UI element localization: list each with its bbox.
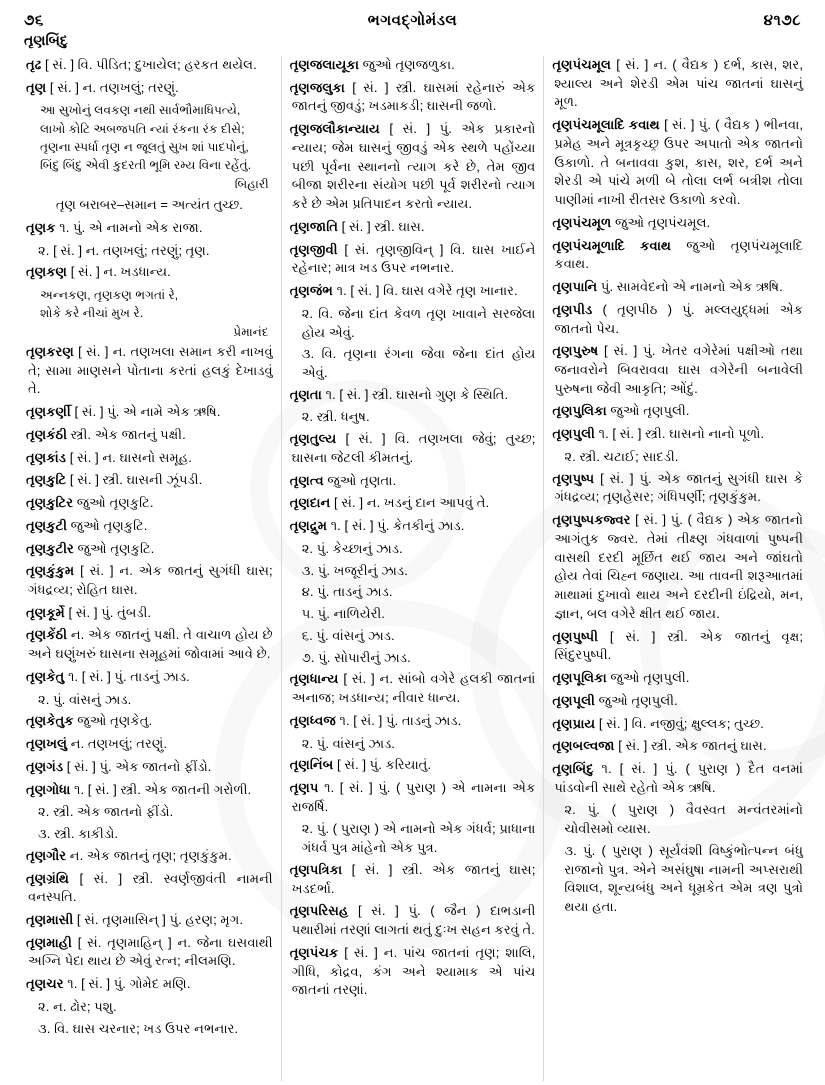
dictionary-columns: [0, 56, 825, 1081]
entry-definition: [ સં. તૃણમાસિન્ ] પું. હરણ; મૃગ.: [73, 911, 244, 927]
dictionary-entry: [552, 425, 803, 444]
entry-idiom: તૃણ બરાબર–સમાન = અત્યંત તુચ્છ.: [55, 196, 243, 212]
entry-sense: ૨. પું. ( પુરાણ ) એ નામનો એક ગંધર્વ; પ્રાધાના ગંધર્વ પુત્ર માંહેનો એક પુત્ર.: [301, 821, 536, 856]
entry-sense: ૨. સ્ત્રી. ચટાઈ; સાદડી.: [564, 448, 679, 464]
dictionary-entry: [290, 386, 536, 405]
dictionary-entry: [26, 403, 273, 422]
entry-headword: તૃણપુરુષ: [552, 343, 599, 359]
entry-headword: તૃણકુંકુમ: [26, 563, 75, 579]
entry-definition: [ સં. ] ન. સાંબો વગેરે હલકી જાતનાં અનાજ; ખડધાન્ય; નીવાર ધાન્ય.: [291, 671, 536, 706]
dictionary-entry: [290, 670, 536, 707]
entry-headword: તૃણપંચક: [289, 944, 339, 960]
entry-definition: ૧. [ સં. ] સ્ત્રી. એક જાતની ગરોળી.: [70, 781, 252, 797]
entry-headword: તૃણપંચમૂલ: [552, 57, 612, 72]
entry-definition: ન. તણખલું; તરણું.: [67, 736, 167, 752]
entry-headword: તૃણપુષ્પી: [552, 628, 599, 644]
dictionary-entry: [290, 861, 536, 898]
entry-headword: તૃણગોધા: [26, 781, 71, 797]
entry-definition: [ સં. ] ન. પાંચ જાતનાં તૃણ; શાલિ, ગીધિ, કોદ્રવ, કંગ અને શ્યામાક એ પાંચ જાતનાં તરણાં.: [291, 944, 536, 998]
left-page-number: ૭૬: [24, 12, 44, 29]
entry-headword: તૃણજીવી: [289, 241, 338, 257]
entry-headword: તૃણપૂલિકા: [552, 670, 607, 686]
entry-headword: તૃણપ્રાય: [552, 715, 596, 731]
dictionary-entry: [26, 343, 273, 399]
dictionary-entry: [290, 472, 536, 491]
entry-definition: ( તૃણપીઠ ) પું. મલ્લયુદ્ધમાં એક જાતનો પેચ.: [554, 301, 803, 336]
entry-sense: ૭. પું. સોપારીનું ઝાડ.: [301, 649, 411, 665]
dictionary-entry: [290, 779, 536, 816]
dictionary-entry: [26, 263, 273, 282]
dictionary-entry: [26, 668, 273, 687]
dictionary-entry: [26, 517, 273, 536]
entry-definition: સ્ત્રી. એક જાતનું પક્ષી.: [67, 426, 186, 442]
entry-headword: તૃણપુષ્પકજ્વર: [552, 512, 631, 528]
dictionary-entry: [26, 626, 273, 663]
entry-definition: [ સં. ] પું. ( વૈદ્યક ) એક જાતનો આગંતુક જ્વર. તેમાં તીક્ષ્ણ ગંધવાળાં પુષ્પની વાસથી દરદી મૂર્છિત થઈ જાય અને જાંઘતો હોય તેવાં ચિહ્ન જણાય. આ તાવની શરૂઆતમાં માથામાં દુખાવો થાય અને દરદીની ઇંદ્રિયો, મન, જ્ઞાન, બલ વગેરે ક્ષીત થઈ જાય.: [554, 512, 803, 621]
entry-definition: [ સં. ] સ્ત્રી. ઘાસમાં રહેનારું એક જાતનું જીવડું; ખડમાકડી; ઘાસની જળો.: [291, 79, 536, 114]
dictionary-entry: [26, 56, 273, 75]
entry-definition: જુઓ તૃણપંચમૂલ.: [611, 214, 711, 230]
dictionary-entry: [290, 430, 536, 467]
entry-headword: તૃણગૌર: [26, 847, 67, 863]
entry-definition: [ સં. ] ન. ખડનું દાન આપવું તે.: [330, 495, 490, 511]
dictionary-entry: [552, 278, 803, 297]
right-page-number: ૪૧૭૮: [763, 12, 801, 29]
entry-headword: તૃણપુષ્પ: [552, 470, 595, 486]
page-header: [0, 0, 825, 34]
entry-definition: જુઓ તૃણકુટિ.: [73, 540, 155, 556]
dictionary-entry: [552, 56, 803, 112]
entry-headword: તૃણજલાયૂકા: [289, 57, 359, 72]
entry-definition: [ સં. ] પું. એક જાતનું સુગંધી ઘાસ કે ગંધદ્રવ્ય; તૃણહેસર; ગંધિપર્ણી; તૃણકુંકુમ.: [554, 470, 803, 505]
entry-headword: તૃણકુટી: [26, 517, 67, 533]
verse-line: અન્નકણ, તૃણકણ ભગતાં રે,: [40, 288, 179, 302]
dictionary-entry: [290, 756, 536, 775]
dictionary-entry: [290, 712, 536, 731]
entry-headword: તૃણકેતુ: [26, 668, 65, 684]
dictionary-entry: [26, 870, 273, 907]
dictionary-entry: [552, 237, 803, 274]
dictionary-entry: [290, 56, 536, 75]
entry-definition: [ સં. ] સ્ત્રી. ઘાસની ઝૂંપડી.: [66, 472, 203, 488]
entry-definition: જુઓ તૃણકુટિ.: [67, 517, 148, 533]
dictionary-entry: [26, 562, 273, 599]
entry-definition: [ સં. ] ન. તણખલું; તરણું.: [46, 79, 179, 95]
entry-definition: ૧. [ સં. ] પું. તાડનું ઝાડ.: [335, 712, 462, 728]
dictionary-entry: [552, 692, 803, 711]
entry-headword: તૃઢ: [26, 57, 42, 72]
entry-definition: [ સં. ] સ્ત્રી. સ્વર્ણજીવંતી નામની વનસ્પતિ.: [28, 870, 273, 905]
entry-definition: જુઓ તૃણપુલી.: [606, 403, 690, 419]
entry-definition: [ સં. ] સ્ત્રી. એક જાતનું ઘાસ; ખડદર્ભા.: [291, 861, 536, 896]
entry-definition: [ સં. ] સ્ત્રી. એક જાતનું વૃક્ષ; સિંદુરપુષ્પી.: [554, 628, 803, 663]
dictionary-entry: [26, 975, 273, 994]
entry-headword: તૃણકાંડ: [26, 449, 67, 465]
entry-headword: તૃણકેંઠી: [26, 627, 67, 643]
entry-headword: તૃણગંડ: [26, 758, 64, 774]
entry-sense: ૩. વિ. ઘાસ ચરનાર; ખડ ઉપર નભનાર.: [38, 1020, 239, 1036]
entry-headword: તૃણદ્રુમ: [289, 518, 328, 534]
entry-definition: [ સં. ] ન. ખડધાન્ય.: [67, 264, 171, 280]
dictionary-entry: [26, 934, 273, 971]
verse-line: લાખો કોટિ અબજપતિ ન્યાં રંકના રંક દીસે;: [40, 121, 245, 136]
entry-headword: તૃણખલું: [26, 736, 68, 752]
entry-definition: ૧. પું. એ નામનો એક રાજા.: [55, 219, 203, 235]
entry-sense: ૫. પું. નાળિયેરી.: [301, 606, 385, 622]
entry-sense: ૩. પું. ( પુરાણ ) સૂર્યવંશી વિષ્કુંભોત્પન્ન બંધુ રાજાનો પુત્ર. એને અસંઘુષા નામની અપ્સરાથી વિશાલ, શૂન્યબંધુ અને ધૂમ્રકેત એમ ત્રણ પુત્રો થયા હતા.: [564, 842, 803, 915]
entry-definition: [ સં. ] પું. તુંબડી.: [64, 604, 152, 620]
dictionary-entry: [26, 735, 273, 754]
entry-headword: તૃણપાનિ: [552, 279, 598, 295]
verse-quotation: [26, 286, 273, 341]
entry-headword: તૃણપંચમૂળ: [552, 214, 612, 230]
entry-headword: તૃણબલ્વજા: [552, 738, 615, 754]
entry-headword: તૃણપુલિકા: [552, 403, 607, 419]
entry-sense: ૨. [ સં. ] ન. તણખલું; તરણું; તૃણ.: [38, 242, 210, 258]
entry-headword: તૃણતા: [289, 386, 322, 402]
verse-attribution: બિહારી: [234, 176, 269, 191]
verse-line: બિંદુ બિંદુ એવી કુદરતી ભૂમિ રમ્ય વિના રહેંતું.: [40, 158, 252, 173]
entry-definition: જુઓ તૃણકેતુ.: [73, 713, 153, 729]
entry-headword: તૃણત્વ: [289, 472, 324, 488]
dictionary-entry: [552, 214, 803, 233]
entry-sense: ૨. ન. ઢોર; પશુ.: [38, 998, 117, 1014]
entry-definition: ૧. [ સં. ] સ્ત્રી. ઘાસનો ગુણ કે સ્થિતિ.: [321, 386, 509, 402]
entry-sense: ૨. સ્ત્રી. ધનુષ.: [301, 409, 370, 425]
entry-headword: તૃણતુલ્ય: [289, 431, 337, 447]
dictionary-entry: [290, 282, 536, 301]
entry-headword: તૃણકુટિ: [26, 472, 67, 488]
entry-definition: જુઓ તૃણપુલી.: [606, 670, 690, 686]
entry-definition: જુઓ તૃણજળુકા.: [358, 57, 455, 72]
entry-definition: ૧. [ સં. ] પું. ( પુરાણ ) દૈત વનમાં પાંડવોની સાથે રહેતો એક ઋષિ.: [554, 760, 803, 795]
verse-line: શોકે કરે નીચાં મુખ રે.: [40, 306, 144, 321]
entry-definition: [ સં. ] પું. એક પ્રકારનો ન્યાય; જેમ ઘાસનું જીવડું એક સ્થળે પહોંચ્યા પછી પૂર્વના સ્થાનનો ત્યાગ કરે છે, તેમ જીવ બીજા શરીરના સંયોગ પછી પૂર્વ શરીરનો ત્યાગ કરે છે એમ પ્રતિપાદન કરતો ન્યાય.: [291, 121, 536, 212]
running-headword: તૃણબિંદુ: [24, 32, 68, 48]
dictionary-entry: [26, 712, 273, 731]
entry-definition: [ સં. ] ન. એક જાતનું સુગંધી ઘાસ; ગંધદ્રવ્ય; રોહિત ઘાસ.: [28, 563, 273, 597]
dictionary-entry: [552, 511, 803, 623]
dictionary-entry: [26, 471, 273, 490]
verse-quotation: [26, 101, 273, 192]
entry-headword: તૃણગ્રંથિ: [26, 870, 69, 886]
dictionary-entry: [290, 517, 536, 536]
entry-definition: [ સં. તૃણમાહિન્ ] ન. જેના ઘસવાથી અગ્નિ પેદા થાય છે એવું રત્ન; નીલમણિ.: [28, 934, 273, 969]
entry-definition: ન. એક જાતનું પક્ષી. તે વાચાળ હોય છે અને ઘણુંખરું ઘાસના સમૂહમાં જોવામાં આવે છે.: [28, 627, 273, 662]
dictionary-entry: [290, 79, 536, 116]
entry-headword: તૃણપીડ: [552, 301, 593, 317]
entry-sense: ૨. સ્ત્રી. એક જાતનો ફીંડો.: [38, 804, 174, 820]
entry-headword: તૃણક: [26, 219, 56, 235]
entry-headword: તૃણકૂર્મે: [26, 604, 65, 620]
entry-definition: ૧. [ સં. ] સ્ત્રી. ઘાસનો નાનો પૂળો.: [594, 426, 765, 442]
entry-definition: જુઓ તૃણતા.: [323, 472, 397, 488]
dictionary-entry: [26, 540, 273, 559]
dictionary-entry: [290, 902, 536, 939]
entry-sense: ૨. પું. વાંસનું ઝાડ.: [301, 735, 395, 751]
entry-sense: ૬. પું. વાંસનું ઝાડ.: [301, 627, 395, 643]
entry-headword: તૃણપત્રિકા: [289, 861, 343, 877]
entry-definition: ન. એક જાતનું તૃણ; તૃણકુંકુમ.: [66, 847, 232, 863]
entry-headword: તૃણધાન્ય: [289, 671, 339, 687]
entry-headword: તૃણમાહી: [26, 934, 72, 950]
dictionary-entry: [26, 494, 273, 513]
entry-definition: [ સં. ] ન. ઘાસનો સમૂહ.: [66, 449, 192, 465]
dictionary-entry: [290, 218, 536, 237]
entry-headword: તૃણબિંદુ: [552, 760, 594, 776]
dictionary-entry: [552, 116, 803, 210]
entry-definition: [ સં. ] પું. ખેતર વગેરેમાં પક્ષીઓ તથા જનાવરોને બિવરાવવા ઘાસ વગેરેની બનાવેલી પુરુષના જેવી આકૃતિ; ઓંદું.: [554, 343, 803, 396]
dictionary-entry: [26, 781, 273, 800]
entry-definition: [ સં. તૃણજીવિન્ ] વિ. ઘાસ ખાઈને રહેનાર; માત્ર ખડ ઉપર નભનાર.: [291, 241, 536, 276]
entry-definition: [ સં. ] ન. ( વૈદ્યક ) દર્ભ, કાસ, શર, શ્યાલ્ય અને શેરડી એમ પાંચ જાતનાં ઘાસનું મૂળ.: [554, 57, 803, 110]
entry-definition: ૧. [ સં. ] વિ. ઘાસ વગેરે તૃણ ખાનાર.: [332, 283, 518, 299]
entry-headword: તૃણકણ: [26, 264, 68, 280]
entry-headword: તૃણકંઠી: [26, 426, 67, 442]
verse-attribution: પ્રેમાનંદ: [233, 324, 269, 339]
entry-headword: તૃણપૂલી: [552, 692, 595, 708]
entry-sense: ૩. પું. ખજૂરીનું ઝાડ.: [301, 562, 408, 578]
entry-definition: ૧. [ સં. ] પું. ગોમેદ મણિ.: [63, 976, 191, 992]
entry-sense: ૨. પું. વાંસનું ઝાડ.: [38, 691, 132, 707]
entry-definition: જુઓ તૃણકુટિ.: [73, 495, 154, 511]
book-title: ભગવદ્ગોમંડલ: [367, 12, 458, 29]
dictionary-entry: [26, 911, 273, 930]
entry-headword: તૃણપંચમૂળાદિ કવાથ: [552, 237, 672, 253]
entry-definition: પું. સામવેદનો એ નામનો એક ઋષિ.: [597, 279, 783, 295]
dictionary-column-3: [543, 56, 811, 1081]
entry-definition: [ સં. ] સ્ત્રી. એક જાતનું ઘાસ.: [614, 738, 767, 754]
verse-line: તૃણના સ્પર્ધા તૃણ ન જૂલતું સુખ શાં પાદપોનું,: [40, 140, 249, 155]
entry-definition: ૧. [ સં. ] પું. તાડનું ઝાડ.: [64, 668, 190, 684]
entry-definition: [ સં. ] પું. એ નામે એક ઋષિ.: [70, 404, 221, 420]
entry-definition: [ સં. ] વિ. નજીવું; ક્ષુલ્લક; તુચ્છ.: [595, 715, 764, 731]
entry-definition: [ સં. ] પું. ( જૈન ) દાભડાની પથારીમાં તરણાં લાગતાં થતું દુઃખ સહન કરવું તે.: [291, 903, 536, 938]
entry-sense: ૨. પું. ( પુરાણ ) વૈવસ્વત મન્વંતરમાંનો ચોવીસમો વ્યાસ.: [564, 802, 803, 837]
entry-definition: જુઓ તૃણપંચમૂલાદિ કવાથ.: [554, 237, 803, 272]
entry-headword: તૃણજંભ: [289, 283, 333, 299]
entry-headword: તૃણકુટિર: [26, 495, 74, 511]
dictionary-column-2: [281, 56, 544, 1081]
entry-headword: તૃણપ: [289, 779, 319, 795]
entry-headword: તૃણપુલી: [552, 426, 595, 442]
entry-definition: [ સં. ] સ્ત્રી. ઘાસ.: [337, 218, 425, 234]
entry-headword: તૃણ: [26, 79, 47, 95]
dictionary-entry: [290, 944, 536, 1000]
dictionary-entry: [26, 758, 273, 777]
dictionary-column-1: [18, 56, 281, 1081]
entry-headword: તૃણધ્વજ: [289, 712, 336, 728]
dictionary-entry: [552, 628, 803, 665]
entry-definition: [ સં. ] પું. એક જાતનો ફીંડો.: [63, 758, 212, 774]
entry-sense: ૨. પું. કેચ્છાનું ઝાડ.: [301, 540, 403, 556]
entry-definition: [ સં. ] ન. તણખલા સમાન કરી નાખવું તે; સામા માણસને પોતાના કરતાં હલકું દેખાડવું તે.: [28, 343, 273, 397]
entry-sense: ૪. પું. તાડનું ઝાડ.: [301, 584, 393, 600]
entry-definition: જુઓ તૃણપુલી.: [594, 692, 678, 708]
entry-headword: તૃણમાસી: [26, 911, 74, 927]
entry-headword: તૃણજાતિ: [289, 218, 338, 234]
dictionary-entry: [552, 737, 803, 756]
entry-headword: તૃણકુટીર: [26, 540, 74, 556]
dictionary-entry: [26, 449, 273, 468]
dictionary-entry: [26, 219, 273, 238]
dictionary-entry: [552, 301, 803, 338]
dictionary-entry: [290, 120, 536, 214]
dictionary-entry: [290, 241, 536, 278]
entry-headword: તૃણચર: [26, 976, 64, 992]
entry-sense: ૩. સ્ત્રી. કાકીડો.: [38, 826, 119, 842]
dictionary-entry: [290, 494, 536, 513]
dictionary-entry: [26, 426, 273, 445]
entry-definition: [ સં. ] વિ. પીડિત; દુખાયેલ; હરકત થયેલ.: [41, 57, 257, 72]
entry-headword: તૃણપંચમૂલાદિ કવાથ: [552, 117, 660, 133]
dictionary-entry: [552, 760, 803, 797]
entry-headword: તૃણપરિસહ: [289, 903, 349, 919]
entry-sense: ૨. વિ. જેના દાંત કેવળ તૃણ ખાવાને સરજેલા હોય એવું.: [301, 305, 536, 340]
dictionary-entry: [26, 847, 273, 866]
entry-headword: તૃણજલુકા: [289, 79, 345, 95]
dictionary-entry: [552, 470, 803, 507]
dictionary-entry: [552, 715, 803, 734]
dictionary-entry: [552, 669, 803, 688]
entry-headword: તૃણકર્ણી: [26, 404, 71, 420]
entry-definition: ૧. [ સં. ] પું. કેતકીનું ઝાડ.: [327, 518, 465, 534]
dictionary-entry: [552, 402, 803, 421]
entry-definition: [ સં. ] પું. કરિયાતું.: [333, 757, 432, 773]
dictionary-entry: [552, 342, 803, 398]
entry-definition: [ સં. ] વિ. તણખલા જેવું; તુચ્છ; ઘાસના જેટલી કીમતનું.: [291, 431, 536, 465]
verse-line: આ સુખોનું લવકણ નથી સાર્વભૌમાધિપત્યે,: [40, 103, 241, 118]
entry-definition: [ સં. ] પું. ( વૈદ્યક ) ભીનવા, પ્રમેહ અને મૂત્રકૃચ્છ્ર ઉપર અપાતો એક જાતનો ઉકાળો. તે બનાવવા કુશ, કાસ, શર, દર્ભ અને શેરડી એ પાંચે મળી બે તોલા લર્ભ બત્રીશ તોલા પાણીમાં નાખી રીતસર ઉકાળો કરવો.: [554, 117, 804, 208]
entry-headword: તૃણકેતુક: [26, 713, 74, 729]
entry-headword: તૃણકરણ: [26, 343, 74, 359]
entry-definition: ૧. [ સં. ] પું. ( પુરાણ ) એ નામના એક રાજર્ષિ.: [291, 779, 536, 814]
dictionary-entry: [26, 79, 273, 98]
entry-headword: તૃણનિંબ: [289, 757, 334, 773]
entry-sense: ૩. વિ. તૃણના રંગના જેવા જેના દાંત હોય એવું.: [301, 346, 536, 381]
dictionary-entry: [26, 604, 273, 623]
entry-headword: તૃણદાન: [289, 495, 331, 511]
entry-headword: તૃણજલૌકાન્યાય: [289, 121, 380, 137]
